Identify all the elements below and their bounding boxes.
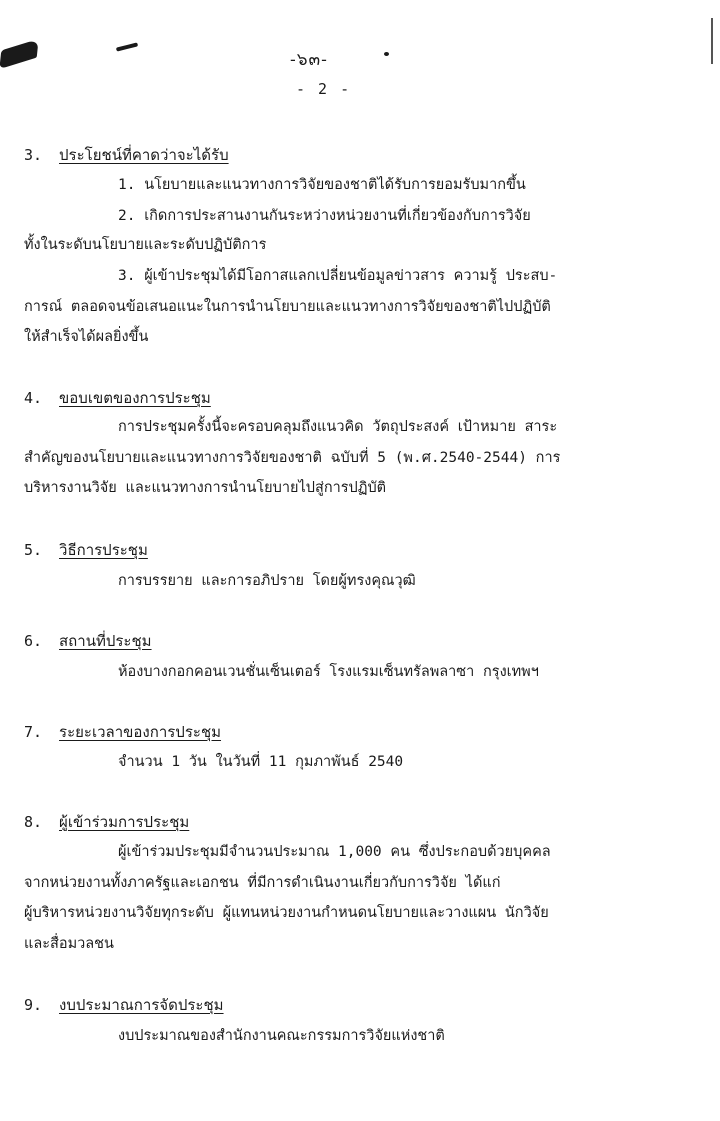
section-3-line: 3. ผู้เข้าประชุมได้มีโอกาสแลกเปลี่ยนข้อมูลข่าวสาร ความรู้ ประสบ- — [118, 268, 558, 284]
section-title: สถานที่ประชุม — [59, 632, 152, 650]
section-number: 9. — [24, 996, 43, 1014]
section-8-line: และสื่อมวลชน — [24, 936, 114, 952]
section-9-line: งบประมาณของสำนักงานคณะกรรมการวิจัยแห่งชาติ — [118, 1028, 445, 1044]
section-4-heading — [24, 386, 211, 410]
section-3-line: ให้สำเร็จได้ผลยิ่งขึ้น — [24, 329, 149, 345]
section-number: 5. — [24, 541, 43, 559]
section-6-line: ห้องบางกอกคอนเวนชั่นเซ็นเตอร์ โรงแรมเซ็นทรัลพลาซา กรุงเทพฯ — [118, 664, 539, 680]
section-3-line: 1. นโยบายและแนวทางการวิจัยของชาติได้รับการยอมรับมากขึ้น — [118, 177, 526, 193]
section-number: 4. — [24, 389, 43, 407]
section-title: วิธีการประชุม — [59, 541, 148, 559]
section-number: 6. — [24, 632, 43, 650]
section-7-heading — [24, 720, 221, 744]
section-5-heading — [24, 538, 148, 562]
section-4-line: สำคัญของนโยบายและแนวทางการวิจัยของชาติ ฉบับที่ 5 (พ.ศ.2540-2544) การ — [24, 450, 561, 466]
section-number: 8. — [24, 813, 43, 831]
section-title: ประโยชน์ที่คาดว่าจะได้รับ — [59, 146, 229, 164]
ink-dot — [384, 52, 389, 56]
section-title: ผู้เข้าร่วมการประชุม — [59, 813, 190, 831]
section-8-heading — [24, 810, 189, 834]
section-3-line: 2. เกิดการประสานงานกันระหว่างหน่วยงานที่เกี่ยวข้องกับการวิจัย — [118, 208, 531, 224]
section-8-line: ผู้บริหารหน่วยงานวิจัยทุกระดับ ผู้แทนหน่วยงานกำหนดนโยบายและวางแผน นักวิจัย — [24, 905, 549, 921]
section-title: ขอบเขตของการประชุม — [59, 389, 211, 407]
page-edge-shadow — [711, 18, 713, 64]
section-7-line: จำนวน 1 วัน ในวันที่ 11 กุมภาพันธ์ 2540 — [118, 754, 404, 770]
section-6-heading — [24, 629, 152, 653]
section-title: ระยะเวลาของการประชุม — [59, 723, 222, 741]
section-8-line: จากหน่วยงานทั้งภาครัฐและเอกชน ที่มีการดำเนินงานเกี่ยวกับการวิจัย ได้แก่ — [24, 875, 501, 891]
section-title: งบประมาณการจัดประชุม — [59, 996, 224, 1014]
section-number: 3. — [24, 146, 43, 164]
handwritten-page-number: -๖๓- — [290, 50, 328, 70]
section-9-heading — [24, 993, 224, 1017]
section-4-line: การประชุมครั้งนี้จะครอบคลุมถึงแนวคิด วัตถุประสงค์ เป้าหมาย สาระ — [118, 419, 558, 435]
section-4-line: บริหารงานวิจัย และแนวทางการนำนโยบายไปสู่การปฏิบัติ — [24, 480, 387, 496]
page-number: - 2 - — [296, 80, 352, 98]
section-number: 7. — [24, 723, 43, 741]
ink-smudge — [0, 39, 39, 69]
section-8-line: ผู้เข้าร่วมประชุมมีจำนวนประมาณ 1,000 คน ซึ่งประกอบด้วยบุคคล — [118, 844, 551, 860]
section-3-heading — [24, 143, 229, 167]
section-5-line: การบรรยาย และการอภิปราย โดยผู้ทรงคุณวุฒิ — [118, 573, 416, 589]
section-3-line: ทั้งในระดับนโยบายและระดับปฏิบัติการ — [24, 237, 267, 253]
section-3-line: การณ์ ตลอดจนข้อเสนอแนะในการนำนโยบายและแนวทางการวิจัยของชาติไปปฏิบัติ — [24, 299, 551, 315]
ink-dash — [116, 42, 138, 51]
